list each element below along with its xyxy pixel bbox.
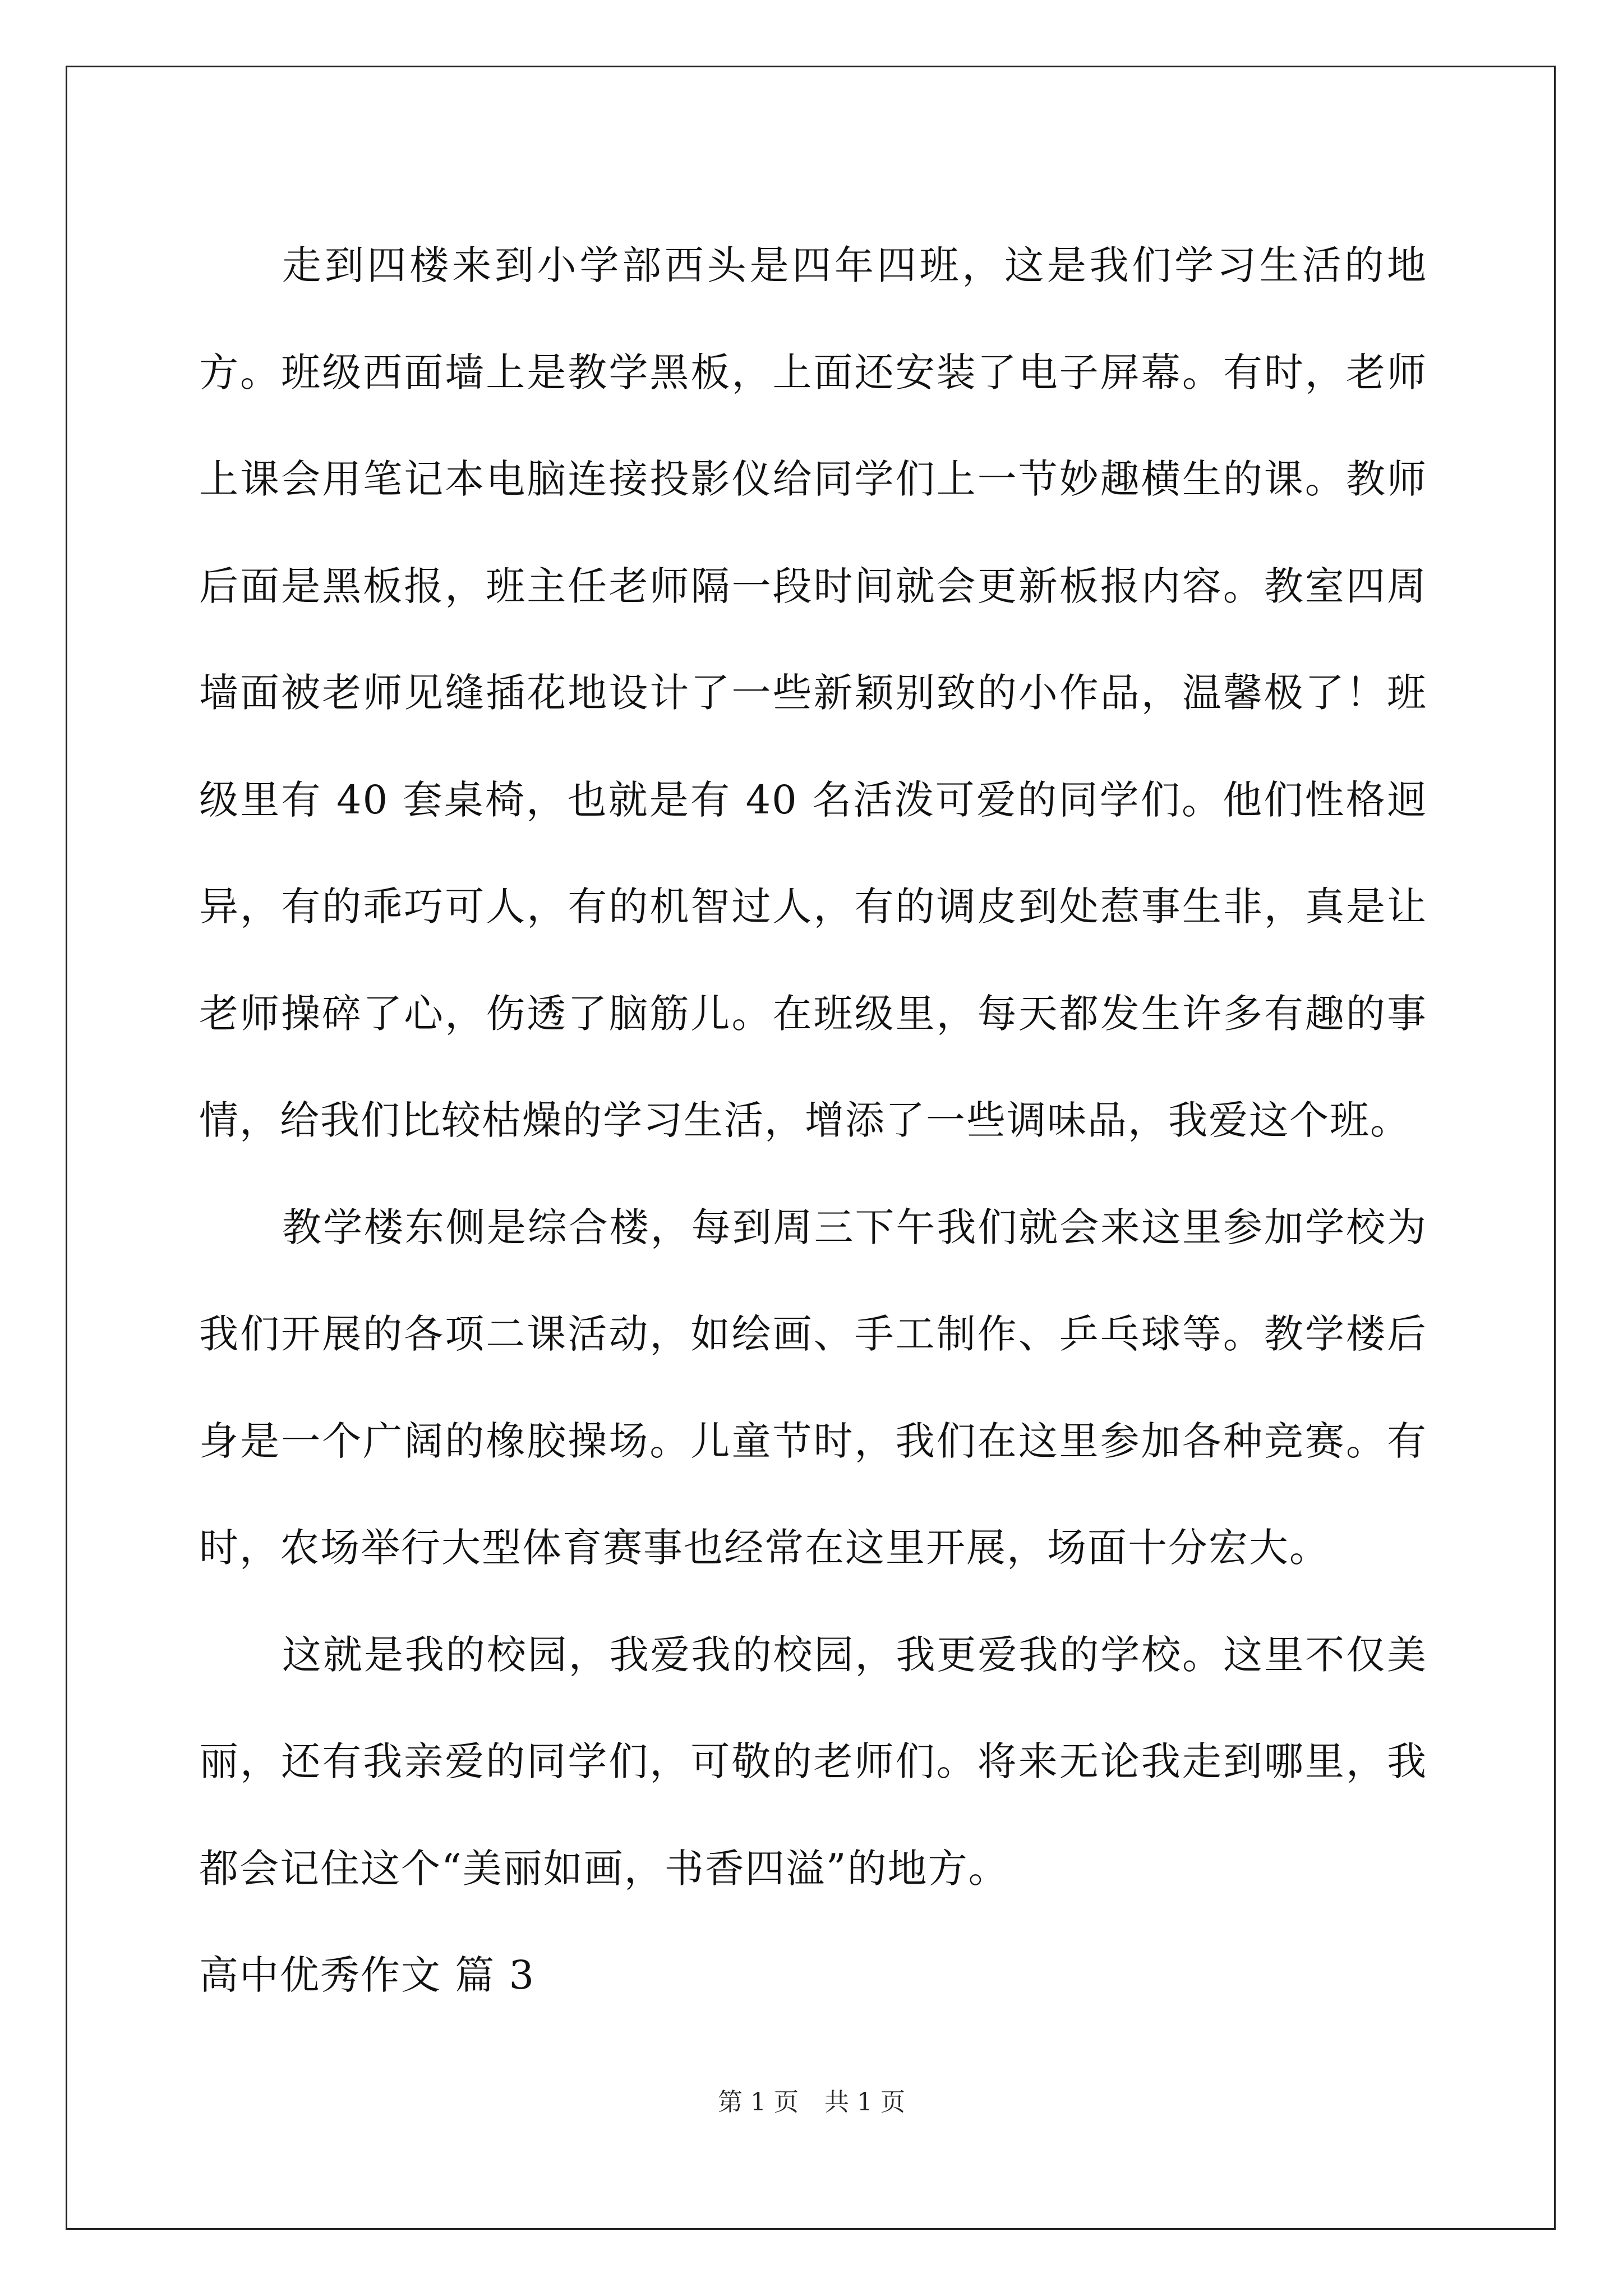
page-footer	[0, 2086, 1623, 2119]
paragraph-conclusion: 这就是我的校园，我爱我的校园，我更爱我的学校。这里不仅美丽，还有我亲爱的同学们，可敬的老师们。将来无论我走到哪里，我都会记住这个“美丽如画，书香四溢”的地方。	[199, 1631, 1427, 1892]
paragraph-classroom: 走到四楼来到小学部西头是四年四班，这是我们学习生活的地方。班级西面墙上是教学黑板，上面还安装了电子屏幕。有时，老师上课会用笔记本电脑连接投影仪给同学们上一节妙趣横生的课。教师后面是黑板报，班主任老师隔一段时间就会更新板报内容。教室四周墙面被老师见缝插花地设计了一些新颖别致的小作品，温馨极了！班级里有 40 套桌椅，也就是有 40 名活泼可爱的同学们。他们性格迥异，有的乖巧可人，有的机智过人，有的调皮到处惹事生非，真是让老师操碎了心，伤透了脑筋儿。在班级里，每天都发生许多有趣的事情，给我们比较枯燥的学习生活，增添了一些调味品，我爱这个班。	[199, 242, 1427, 1143]
section-heading: 高中优秀作文 篇 3	[199, 1952, 536, 1998]
page-number: 第 1 页	[718, 2088, 799, 2116]
page-total: 共 1 页	[824, 2088, 905, 2116]
document-body	[199, 212, 1427, 2029]
paragraph-activity-building: 教学楼东侧是综合楼，每到周三下午我们就会来这里参加学校为我们开展的各项二课活动，如绘画、手工制作、乒乓球等。教学楼后身是一个广阔的橡胶操场。儿童节时，我们在这里参加各种竞赛。有时，农场举行大型体育赛事也经常在这里开展，场面十分宏大。	[199, 1204, 1427, 1571]
